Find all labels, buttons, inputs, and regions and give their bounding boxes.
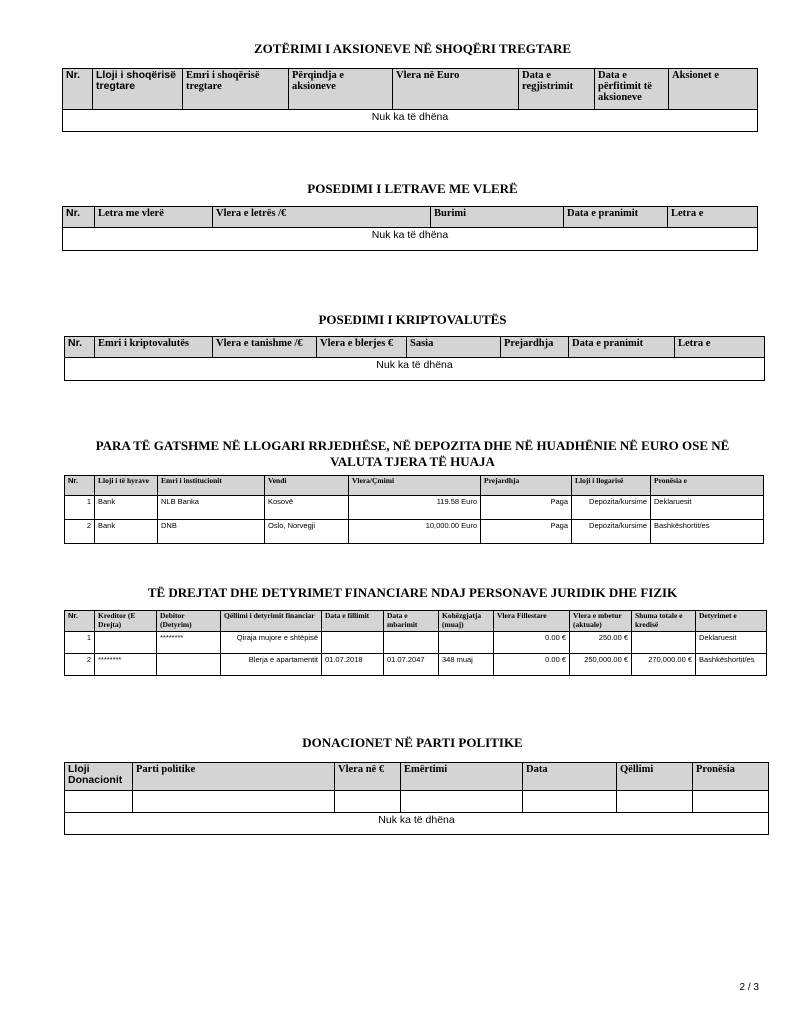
section-title-securities: POSEDIMI I LETRAVE ME VLERË xyxy=(307,181,518,196)
cell-ownership: Bashkëshortit/es xyxy=(651,520,764,544)
col-header: Qëllimi xyxy=(617,763,693,791)
col-header: Letra e xyxy=(668,207,758,228)
empty-cell xyxy=(523,791,617,813)
table-row xyxy=(65,632,767,654)
col-header: Aksionet e xyxy=(669,69,758,110)
cell-end-date: 01.07.2047 xyxy=(384,654,439,676)
col-header: Kreditor (E Drejta) xyxy=(95,611,157,632)
section-title-shares: ZOTËRIMI I AKSIONEVE NË SHOQËRI TREGTARE xyxy=(253,41,571,56)
cell-origin: Paga xyxy=(481,520,572,544)
securities-table xyxy=(62,206,758,251)
table-row xyxy=(65,496,764,520)
table-row xyxy=(65,520,764,544)
cell-account-type: Depozita/kursime xyxy=(572,520,651,544)
cell-income-type: Bank xyxy=(95,496,158,520)
no-data-message: Nuk ka të dhëna xyxy=(63,228,758,251)
col-header: Nr. xyxy=(65,337,95,358)
cell-ownership: Deklaruesit xyxy=(651,496,764,520)
empty-cell xyxy=(401,791,523,813)
col-header: Lloji Donacionit xyxy=(65,763,133,791)
section-title-cash xyxy=(60,438,765,470)
col-header: Nr. xyxy=(65,476,95,496)
col-header: Qëllimi i detyrimit financiar xyxy=(221,611,322,632)
cell-nr: 1 xyxy=(65,496,95,520)
section-title-crypto: POSEDIMI I KRIPTOVALUTËS xyxy=(318,312,507,327)
section-title-line: PARA TË GATSHME NË LLOGARI RRJEDHËSE, NË DEPOZITA DHE NË HUADHËNIE NË EURO OSE NË xyxy=(95,438,730,453)
cell-institution: DNB xyxy=(158,520,265,544)
cell-obligation-owner: Bashkëshortit/es xyxy=(696,654,767,676)
col-header: Data e mbarimit xyxy=(384,611,439,632)
cell-account-type: Depozita/kursime xyxy=(572,496,651,520)
col-header: Data xyxy=(523,763,617,791)
crypto-table xyxy=(64,336,765,381)
cell-country: Oslo, Norvegji xyxy=(265,520,349,544)
cash-table xyxy=(64,475,764,544)
col-header: Pronësia xyxy=(693,763,769,791)
cell-institution: NLB Banka xyxy=(158,496,265,520)
cell-nr: 2 xyxy=(65,654,95,676)
section-title-obligations: TË DREJTAT DHE DETYRIMET FINANCIARE NDAJ PERSONAVE JURIDIK DHE FIZIK xyxy=(147,585,678,600)
section-title-line: VALUTA TJERA TË HUAJA xyxy=(330,454,495,469)
col-header: Lloji i shoqërisë tregtare xyxy=(93,69,183,110)
col-header: Sasia xyxy=(407,337,501,358)
col-header: Emri i shoqërisë tregtare xyxy=(183,69,289,110)
col-header: Përqindja e aksioneve xyxy=(289,69,393,110)
cell-creditor xyxy=(95,632,157,654)
col-header: Data e pranimit xyxy=(569,337,675,358)
cell-value: 10,000.00 Euro xyxy=(349,520,481,544)
col-header: Data e pranimit xyxy=(564,207,668,228)
empty-cell xyxy=(693,791,769,813)
page-number: 2 / 3 xyxy=(739,982,759,993)
col-header: Vlera e letrës /€ xyxy=(213,207,431,228)
col-header: Letra e xyxy=(675,337,765,358)
col-header: Data e fillimit xyxy=(322,611,384,632)
cell-purpose: Qiraja mujore e shtëpisë xyxy=(221,632,322,654)
cell-duration: 348 muaj xyxy=(439,654,494,676)
col-header: Emërtimi xyxy=(401,763,523,791)
col-header: Vlera e tanishme /€ xyxy=(213,337,317,358)
obligations-table xyxy=(64,610,767,676)
col-header: Data e regjistrimit xyxy=(519,69,595,110)
cell-nr: 1 xyxy=(65,632,95,654)
col-header: Burimi xyxy=(431,207,564,228)
cell-nr: 2 xyxy=(65,520,95,544)
cell-income-type: Bank xyxy=(95,520,158,544)
cell-start-date xyxy=(322,632,384,654)
donations-table xyxy=(64,762,769,835)
cell-debtor xyxy=(157,654,221,676)
empty-cell xyxy=(335,791,401,813)
no-data-message: Nuk ka të dhëna xyxy=(65,813,769,835)
col-header: Nr. xyxy=(63,69,93,110)
col-header: Emri i kriptovalutës xyxy=(95,337,213,358)
cell-obligation-owner: Deklaruesit xyxy=(696,632,767,654)
col-header: Nr. xyxy=(63,207,95,228)
shares-table xyxy=(62,68,758,132)
col-header: Vlera në Euro xyxy=(393,69,519,110)
col-header: Vlera/Çmimi xyxy=(349,476,481,496)
col-header: Prejardhja xyxy=(501,337,569,358)
col-header: Kohëzgjatja (muaj) xyxy=(439,611,494,632)
cell-end-date xyxy=(384,632,439,654)
cell-total-credit: 270,000.00 € xyxy=(632,654,696,676)
col-header: Shuma totale e kredisë xyxy=(632,611,696,632)
section-title-donations: DONACIONET NË PARTI POLITIKE xyxy=(302,735,523,750)
table-row xyxy=(65,791,769,813)
cell-remaining-value: 250,000.00 € xyxy=(570,654,632,676)
col-header: Vlera në € xyxy=(335,763,401,791)
col-header: Detyrimet e xyxy=(696,611,767,632)
cell-creditor: ******** xyxy=(95,654,157,676)
col-header: Parti politike xyxy=(133,763,335,791)
cell-origin: Paga xyxy=(481,496,572,520)
col-header: Emri i institucionit xyxy=(158,476,265,496)
cell-remaining-value: 250.00 € xyxy=(570,632,632,654)
empty-cell xyxy=(133,791,335,813)
cell-start-date: 01.07.2018 xyxy=(322,654,384,676)
col-header: Pronësia e xyxy=(651,476,764,496)
empty-cell xyxy=(65,791,133,813)
no-data-message: Nuk ka të dhëna xyxy=(63,110,758,132)
col-header: Nr. xyxy=(65,611,95,632)
col-header: Data e përfitimit të aksioneve xyxy=(595,69,669,110)
no-data-message: Nuk ka të dhëna xyxy=(65,358,765,381)
empty-cell xyxy=(617,791,693,813)
cell-debtor: ******** xyxy=(157,632,221,654)
col-header: Letra me vlerë xyxy=(95,207,213,228)
cell-country: Kosovë xyxy=(265,496,349,520)
cell-initial-value: 0.00 € xyxy=(494,654,570,676)
cell-total-credit xyxy=(632,632,696,654)
col-header: Vlera e mbetur (aktuale) xyxy=(570,611,632,632)
cell-value: 119.58 Euro xyxy=(349,496,481,520)
col-header: Vlera Fillestare xyxy=(494,611,570,632)
table-row xyxy=(65,654,767,676)
cell-duration xyxy=(439,632,494,654)
col-header: Prejardhja xyxy=(481,476,572,496)
col-header: Lloji i llogarisë xyxy=(572,476,651,496)
col-header: Debitor (Detyrim) xyxy=(157,611,221,632)
col-header: Lloji i të hyrave xyxy=(95,476,158,496)
cell-purpose: Blerja e apartamentit xyxy=(221,654,322,676)
col-header: Vendi xyxy=(265,476,349,496)
col-header: Vlera e blerjes € xyxy=(317,337,407,358)
cell-initial-value: 0.00 € xyxy=(494,632,570,654)
